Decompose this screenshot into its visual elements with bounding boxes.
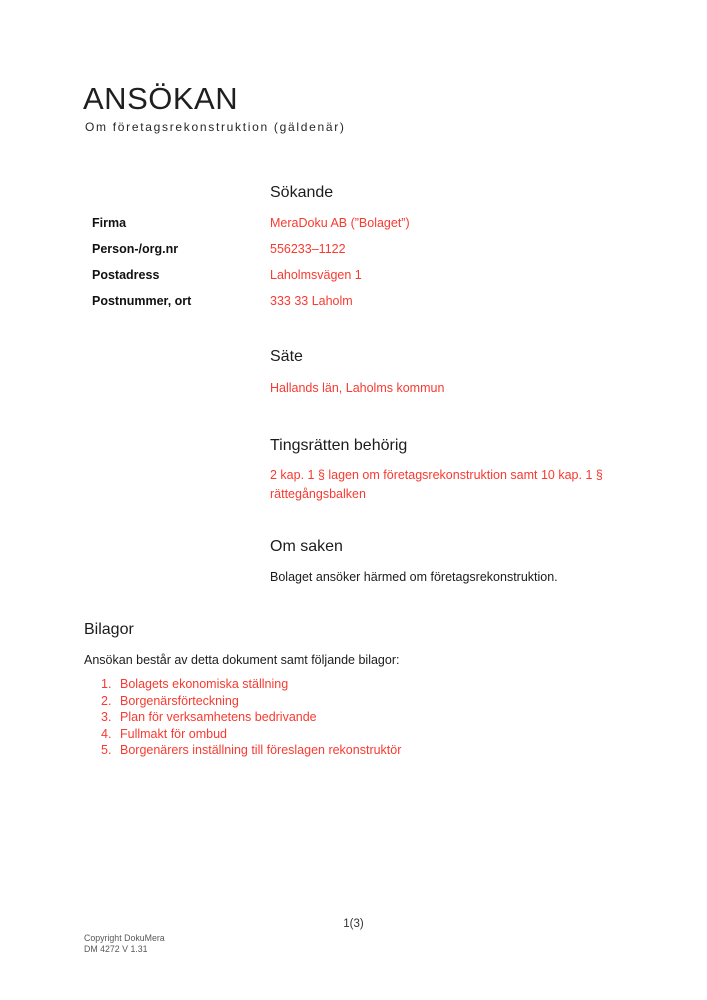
page-subtitle: Om företagsrekonstruktion (gäldenär) xyxy=(85,120,346,134)
sate-value: Hallands län, Laholms kommun xyxy=(270,381,445,395)
list-item-number: 3. xyxy=(101,710,112,725)
list-item xyxy=(84,709,644,726)
field-value: 333 33 Laholm xyxy=(270,294,353,308)
list-item xyxy=(84,742,644,759)
bilagor-list xyxy=(84,676,644,759)
field-value: Laholmsvägen 1 xyxy=(270,268,362,282)
field-row-postadress xyxy=(0,268,707,284)
list-item-number: 1. xyxy=(101,677,112,691)
section-heading-sate: Säte xyxy=(270,348,303,365)
om-saken-text: Bolaget ansöker härmed om företagsrekonstruktion. xyxy=(270,570,558,584)
field-label: Postadress xyxy=(92,268,160,282)
field-row-postnummer-ort xyxy=(0,294,707,310)
section-heading-om-saken: Om saken xyxy=(270,538,343,555)
page-title: ANSÖKAN xyxy=(83,81,239,116)
field-value: MeraDoku AB (”Bolaget”) xyxy=(270,216,410,230)
page-number: 1(3) xyxy=(343,918,364,930)
footer-copyright-line1: Copyright DokuMera xyxy=(84,933,165,943)
list-item-number: 4. xyxy=(101,726,112,741)
footer-copyright xyxy=(84,933,165,955)
list-item-label: Borgenärers inställning till föreslagen rekonstruktör xyxy=(120,743,402,758)
field-label: Firma xyxy=(92,216,127,230)
list-item xyxy=(84,676,644,693)
list-item xyxy=(84,693,644,710)
list-item-label: Bolagets ekonomiska ställning xyxy=(120,677,289,691)
list-item-label: Plan för verksamhetens bedrivande xyxy=(120,710,317,725)
section-heading-tingsratten: Tingsrätten behörig xyxy=(270,437,408,454)
list-item-label: Borgenärsförteckning xyxy=(120,693,239,708)
list-item xyxy=(84,726,644,743)
field-label: Postnummer, ort xyxy=(92,294,192,308)
field-row-firma xyxy=(0,216,707,232)
list-item-number: 2. xyxy=(101,693,112,708)
list-item-number: 5. xyxy=(101,743,112,758)
field-value: 556233–1122 xyxy=(270,242,346,256)
field-label: Person-/org.nr xyxy=(92,242,179,256)
field-row-orgnr xyxy=(0,242,707,258)
section-heading-sokande: Sökande xyxy=(270,184,334,201)
footer-copyright-line2: DM 4272 V 1.31 xyxy=(84,944,148,955)
tingsratten-value: 2 kap. 1 § lagen om företagsrekonstruktion samt 10 kap. 1 § rättegångsbalken xyxy=(270,468,603,501)
bilagor-intro: Ansökan består av detta dokument samt följande bilagor: xyxy=(84,653,400,667)
list-item-label: Fullmakt för ombud xyxy=(120,726,227,741)
section-heading-bilagor: Bilagor xyxy=(84,621,134,638)
